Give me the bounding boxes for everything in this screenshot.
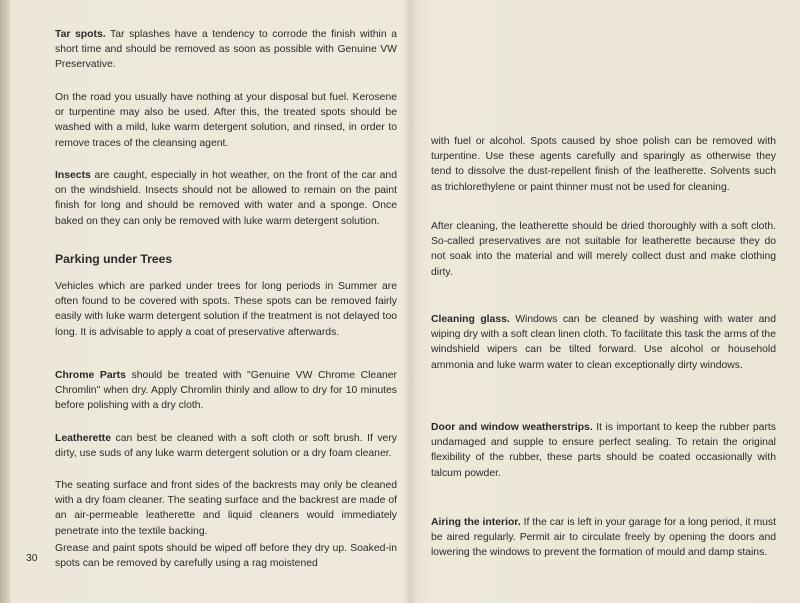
road-text: On the road you usually have nothing at your disposal but fuel. Kerosene or turpentine may also be used. After this, the treated spots should be washed with a mild, luke warm detergent solution, and rinsed, in order to remove traces of the cleansing agent.: [55, 92, 397, 149]
parking-heading-block: [55, 252, 397, 267]
seating-paragraph: [55, 478, 397, 539]
cleaning-glass-lead: Cleaning glass.: [431, 314, 510, 325]
tar-spots-paragraph: [55, 27, 397, 73]
insects-lead: Insects: [55, 170, 91, 181]
weatherstrips-text: It is important to keep the rubber parts undamaged and supple to ensure perfect sealing. To retain the original flexibility of the rubber, these parts should be coated occasionally with talcum powder.: [431, 422, 777, 479]
book-binding: [0, 0, 10, 603]
parking-text: Vehicles which are parked under trees for long periods in Summer are often found to be covered with spots. These spots can be removed fairly easily with luke warm detergent solution if the treatment is not delayed too long. It is advisable to apply a coat of preservative afterwards.: [55, 281, 397, 338]
tar-spots-text: Tar splashes have a tendency to corrode the finish within a short time and should be removed as soon as possible with Genuine VW Preservative.: [55, 29, 397, 71]
airing-lead: Airing the interior.: [431, 517, 521, 528]
after-cleaning-paragraph: [431, 219, 776, 280]
after-cleaning-text: After cleaning, the leatherette should be dried thoroughly with a soft cloth. So-called preservatives are not suitable for leatherette because they do not soak into the material and will merely collect dust and make clothing dirty.: [431, 221, 776, 278]
leatherette-text: can best be cleaned with a soft cloth or soft brush. If very dirty, use suds of any luke warm detergent solution or a dry foam cleaner.: [55, 433, 397, 460]
page-number: 30: [26, 553, 38, 564]
insects-text: are caught, especially in hot weather, on the front of the car and on the windshield. Insects should not be allowed to remain on the paint finish for long and should be removed with water and a sponge. Once baked on they can only be removed with luke warm detergent solution.: [55, 170, 397, 227]
cleaning-glass-text: Windows can be cleaned by washing with water and wiping dry with a soft clean linen cloth. To facilitate this task the arms of the windshield wipers can be tilted forward. Use alcohol or household ammonia and luke warm water to clean exceptionally dirty windows.: [431, 314, 776, 371]
continuation-paragraph: [431, 134, 776, 195]
chrome-lead: Chrome Parts: [55, 370, 126, 381]
leatherette-paragraph: [55, 431, 397, 461]
parking-heading: Parking under Trees: [55, 252, 173, 266]
grease-text: Grease and paint spots should be wiped off before they dry up. Soaked-in spots can be removed by carefully using a rag moistened: [55, 543, 397, 570]
grease-paragraph: [55, 541, 397, 571]
road-paragraph: [55, 90, 397, 151]
chrome-text: should be treated with "Genuine VW Chrome Cleaner Chromlin" when dry. Apply Chromlin thinly and allow to dry for 10 minutes before polishing with a dry cloth.: [55, 370, 398, 412]
insects-paragraph: [55, 168, 397, 229]
cleaning-glass-paragraph: [431, 312, 776, 373]
continuation-text: with fuel or alcohol. Spots caused by shoe polish can be removed with turpentine. Use these agents carefully and sparingly as otherwise they tend to dissolve the dust-repellent finish of the leatherette. Solvents such as trichlorethylene or paint thinner must not be used for cleaning.: [431, 136, 776, 193]
weatherstrips-lead: Door and window weatherstrips.: [431, 422, 593, 433]
seating-text: The seating surface and front sides of the backrests may only be cleaned with a dry foam cleaner. The seating surface and the backrest are made of an air-permeable leatherette and liquid cleaners would immediately penetrate into the textile backing.: [55, 480, 397, 537]
airing-paragraph: [431, 515, 776, 561]
page-gutter: [404, 0, 416, 603]
airing-text: If the car is left in your garage for a long period, it must be aired regularly. Permit air to circulate freely by opening the doors and lowering the windows to prevent the formation of mould and damp stains.: [431, 517, 776, 559]
leatherette-lead: Leatherette: [55, 433, 112, 444]
parking-paragraph: [55, 279, 397, 340]
tar-spots-lead: Tar spots.: [55, 29, 106, 40]
weatherstrips-paragraph: [431, 420, 776, 481]
chrome-paragraph: [55, 368, 397, 414]
